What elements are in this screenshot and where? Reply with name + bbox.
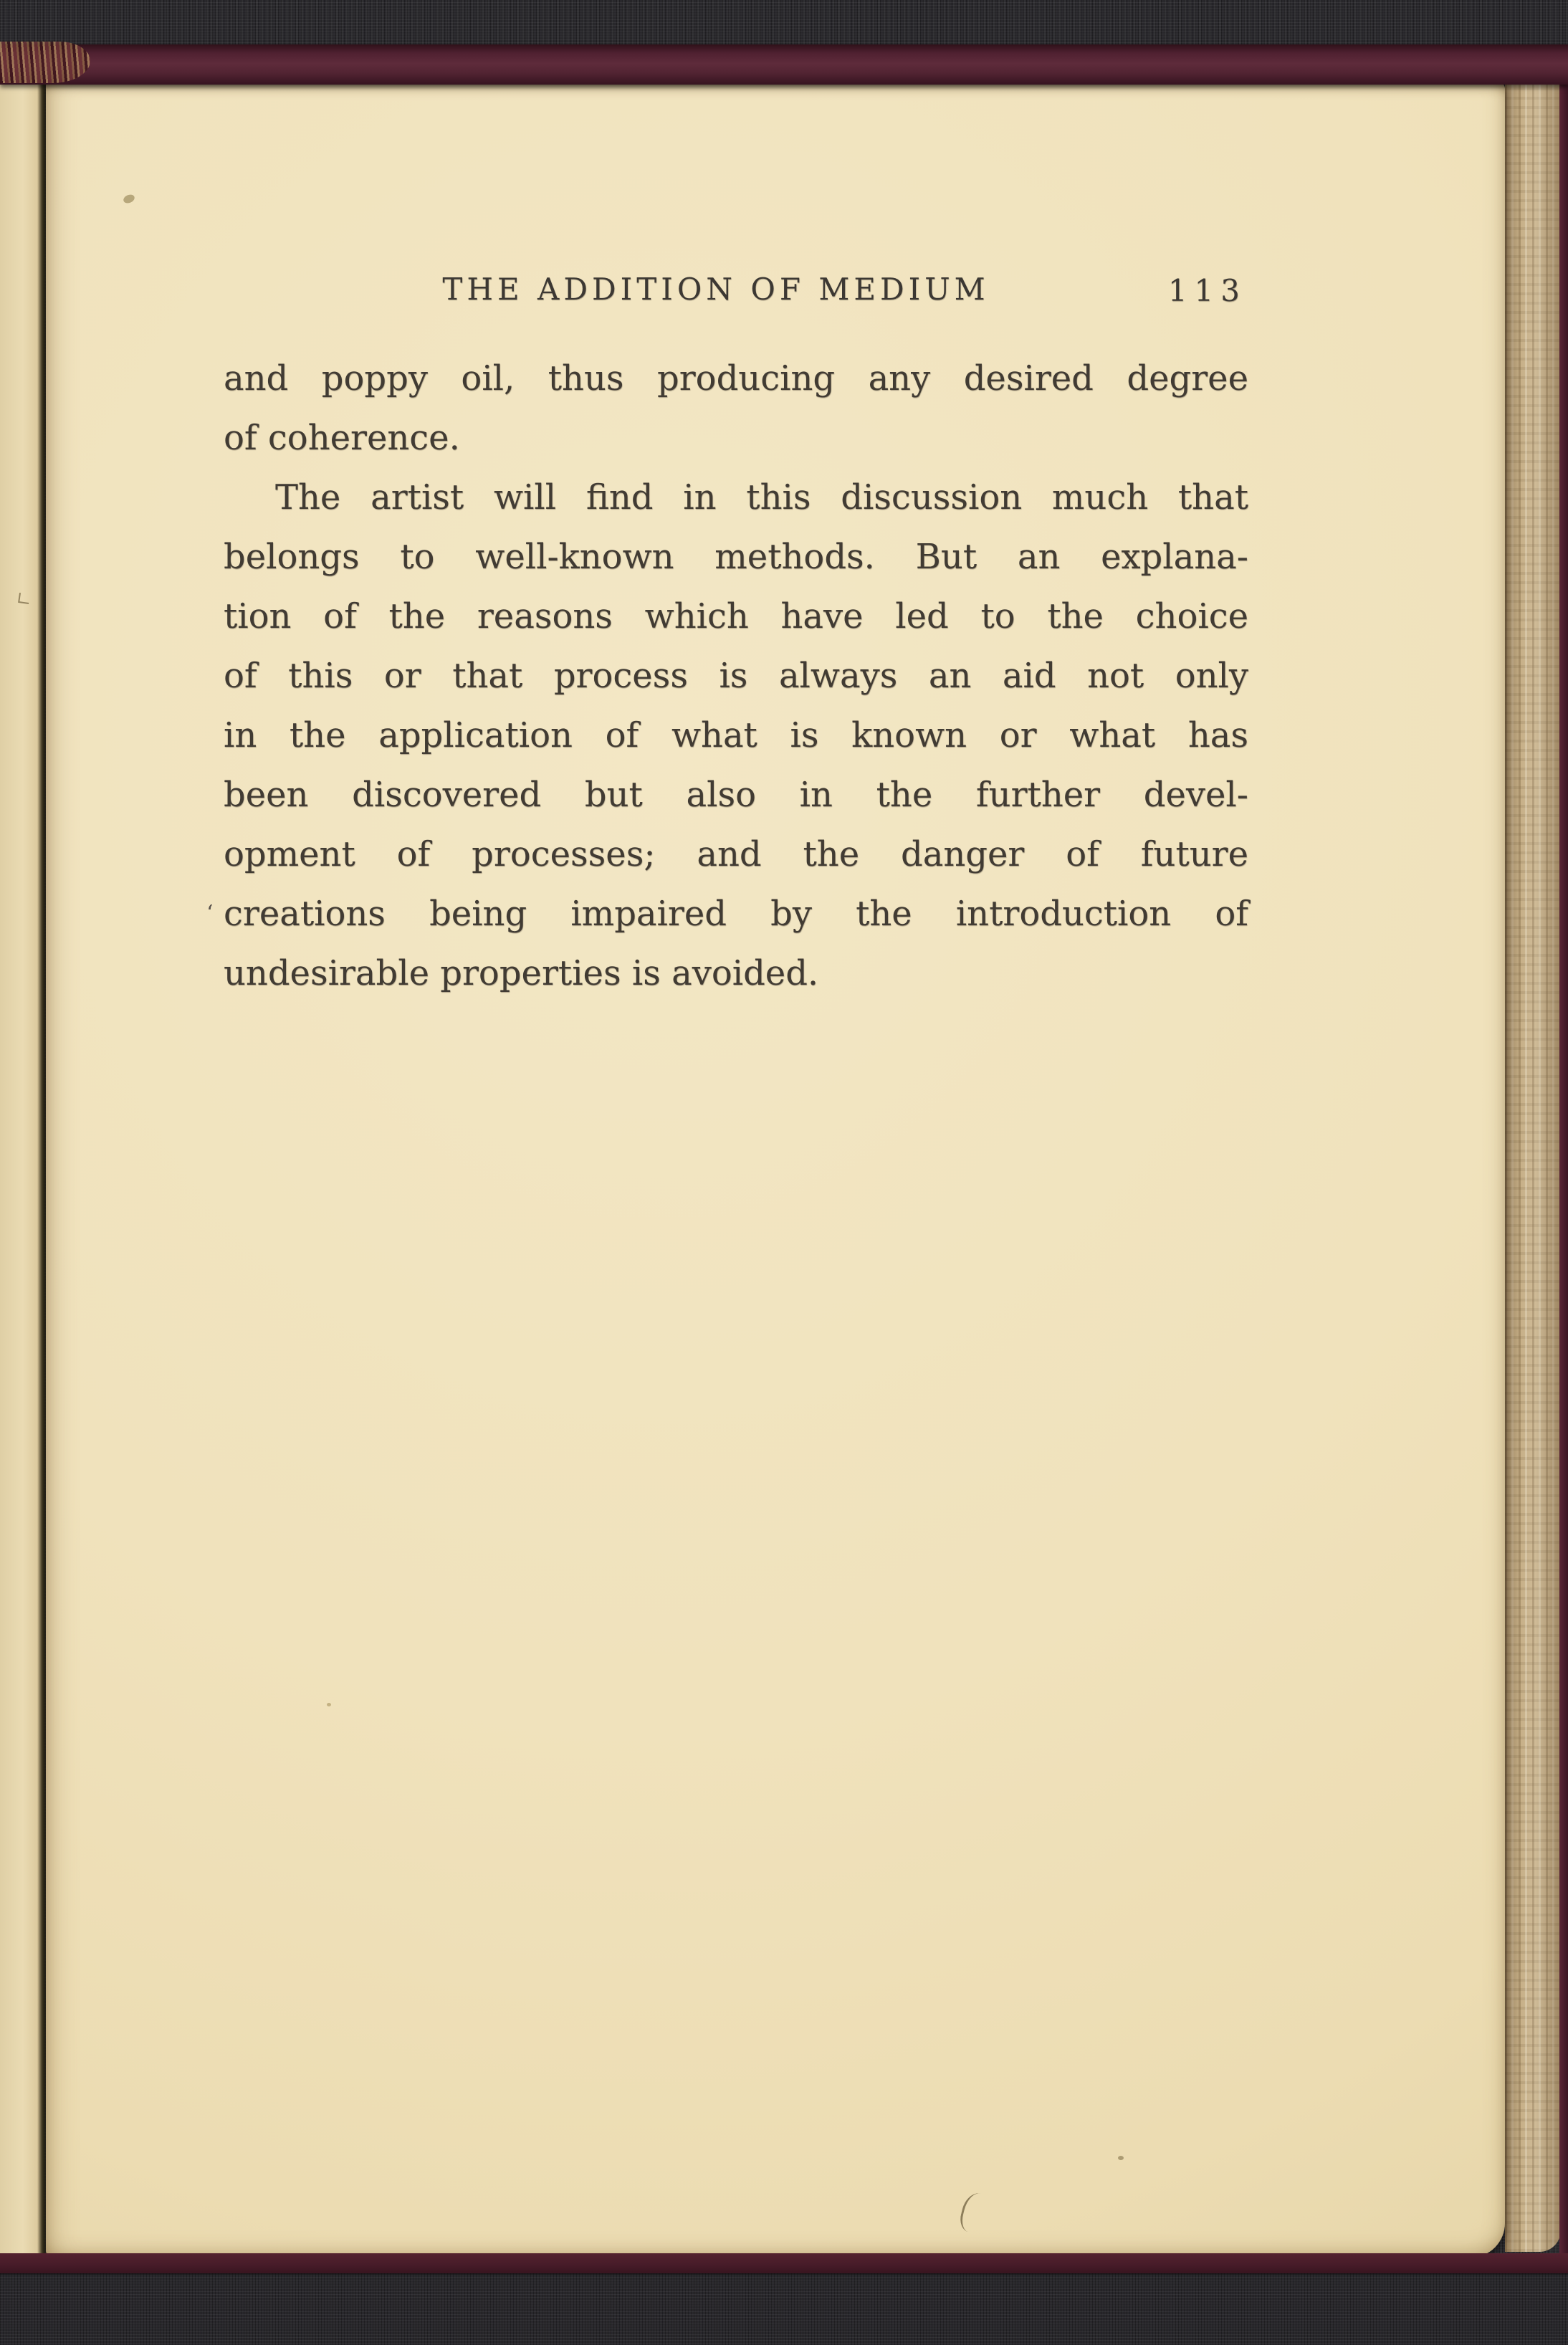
book-page	[46, 82, 1505, 2258]
text-line: creations being impaired by the introduction of	[224, 894, 1248, 934]
page-number: 113	[1167, 273, 1247, 308]
paper-speck	[123, 193, 136, 204]
text-line: and poppy oil, thus producing any desired degree	[224, 358, 1248, 398]
page-fore-edges	[1505, 82, 1561, 2252]
frayed-cloth-threads	[0, 42, 90, 83]
stray-pencil-mark	[18, 593, 30, 604]
text-line: belongs to well-known methods. But an explana-	[224, 537, 1248, 577]
underlying-page-edge	[0, 80, 42, 2259]
text-line: tion of the reasons which have led to the choice	[224, 596, 1248, 636]
paragraph	[224, 468, 1248, 1003]
text-line: in the application of what is known or what has	[224, 715, 1248, 755]
running-header	[224, 267, 1248, 312]
book-cover-right-edge	[1559, 44, 1568, 2279]
paper-speck	[1118, 2156, 1124, 2160]
body-text	[224, 349, 1248, 1003]
text-line: opment of processes; and the danger of future	[224, 834, 1248, 874]
paper-fiber	[957, 2190, 994, 2236]
book-cloth-bottom	[0, 2273, 1568, 2345]
stray-ink-mark: ‘	[206, 901, 214, 926]
text-line: undesirable properties is avoided.	[224, 953, 819, 993]
text-line: been discovered but also in the further devel-	[224, 775, 1248, 815]
paper-speck	[327, 1703, 331, 1706]
text-line: of this or that process is always an aid not only	[224, 656, 1248, 696]
text-line: The artist will find in this discussion much that	[275, 477, 1248, 517]
paragraph	[224, 349, 1248, 468]
text-line: of coherence.	[224, 418, 460, 458]
chapter-title: THE ADDITION OF MEDIUM	[442, 272, 990, 307]
book-cover-top-edge	[0, 44, 1568, 85]
